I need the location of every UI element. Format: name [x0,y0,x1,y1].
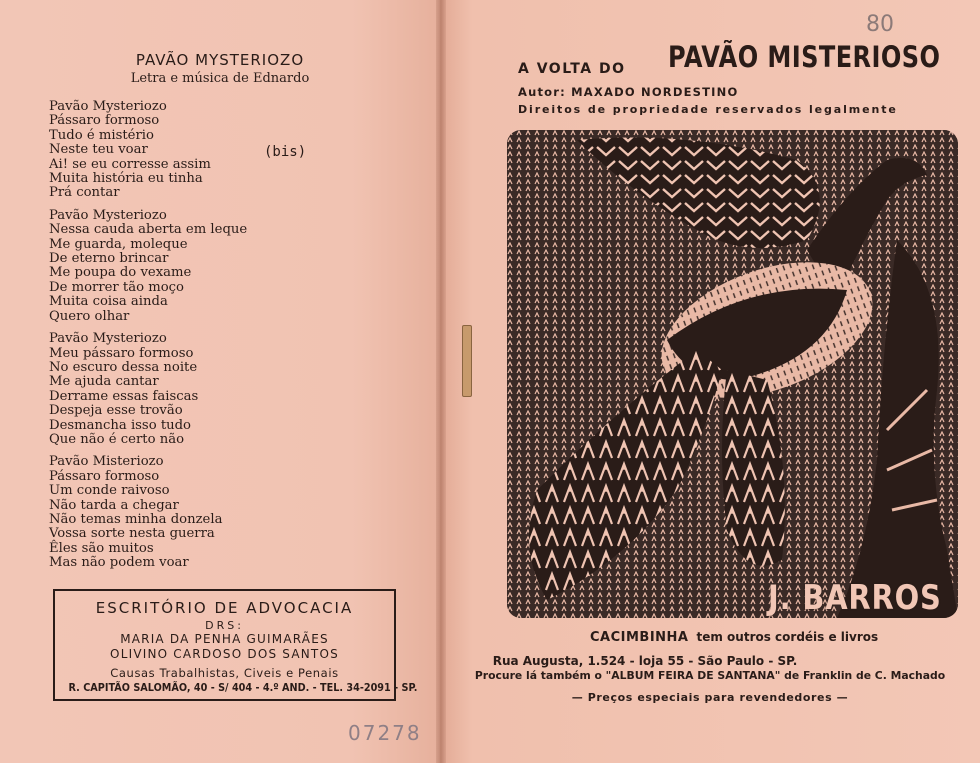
lyrics-stanza [49,332,409,447]
cover-author: Autor: MAXADO NORDESTINO [518,85,739,99]
lyrics-stanza [49,455,409,570]
lawyer-name: OLIVINO CARDOSO DOS SANTOS [110,647,339,661]
lyrics-verse: Tudo é mistério [49,127,154,143]
lawyer-name: MARIA DA PENHA GUIMARÃES [120,632,329,646]
law-office-causes: Causas Trabalhistas, Civeis e Penais [110,666,339,680]
lyrics-verse: Ai! se eu corresse assim [49,156,211,172]
cover-pre-title: A VOLTA DO [518,61,626,77]
lyrics-verse: Êles são muitos [49,540,154,556]
lyrics-stanza [49,209,409,324]
booklet-spine [436,0,446,763]
artist-signature: J. BARROS [768,578,942,618]
lyrics-verse: Pássaro formoso [49,113,160,129]
lyrics-verse: Não temas minha donzela [49,511,223,527]
lyrics-verse: Desmancha isso tudo [49,417,191,433]
lyrics-verse: Pavão Mysteriozo [49,99,167,114]
publisher-promo: Procure lá também o "ALBUM FEIRA DE SANTANA" de Franklin de C. Machado [474,669,946,682]
lyrics-verse: Prá contar [49,185,120,201]
publisher-address-line [0,650,980,669]
publisher-name: CACIMBINHA [590,630,689,645]
lyrics-verse: Muita história eu tinha [49,171,203,187]
peacock-woodcut [507,130,958,618]
lyrics-block [49,100,409,579]
lyrics-verse: Me ajuda cantar [49,374,159,390]
lyrics-verse: No escuro dessa noite [49,359,198,375]
publisher-line [590,630,878,645]
law-office-title: ESCRITÓRIO DE ADVOCACIA [95,599,354,617]
lyrics-verse: De eterno brincar [49,251,169,267]
lyrics-verse: Mas não podem voar [49,555,189,571]
lyrics-verse: Derrame essas faiscas [49,388,199,404]
cover-main-title: PAVÃO MISTERIOSO [668,40,941,74]
left-page [0,0,440,763]
lyrics-verse: Me guarda, moleque [49,236,188,252]
publisher-tagline: tem outros cordéis e livros [696,630,879,644]
lyrics-verse: Quero olhar [49,308,130,324]
lyrics-verse: Pavão Misteriozo [49,454,164,470]
song-title: PAVÃO MYSTERIOZO [135,51,305,69]
lyrics-verse: Vossa sorte nesta guerra [49,526,215,542]
lyrics-verse: Neste teu voar [49,142,148,158]
law-office-address: R. CAPITÃO SALOMÃO, 40 - S/ 404 - 4.º AND. - TEL. 34-2091 - SP. [68,682,418,694]
lyrics-verse: Não tarda a chegar [49,497,179,513]
publisher-prices: — Preços especiais para revendedores — [571,691,849,704]
lyrics-verse: Pavão Mysteriozo [49,331,167,347]
lyrics-verse: Pássaro formoso [49,468,160,484]
cover-rights: Direitos de propriedade reservados legalmente [518,103,898,116]
law-office-drs: DRS: [205,619,244,632]
pencil-mark: 80 [866,12,894,37]
lyrics-verse: De morrer tão moço [49,279,184,295]
lyrics-verse: Nessa cauda aberta em leque [49,222,248,238]
song-subtitle: Letra e música de Ednardo [130,71,310,86]
lyrics-stanza [49,100,409,201]
lyrics-verse: Me poupa do vexame [49,265,192,281]
archive-stamp-number: 07278 [348,721,422,745]
lyrics-verse: Que não é certo não [49,431,185,447]
law-office-ad [53,589,418,701]
publisher-address: Rua Augusta, 1.524 - loja 55 - São Paulo - SP. [492,654,798,668]
lyrics-verse: Um conde raivoso [49,483,170,499]
lyrics-verse: Pavão Mysteriozo [49,207,167,223]
staple [462,325,472,397]
lyrics-verse: Meu pássaro formoso [49,345,194,361]
bis-marker: (bis) [264,144,307,160]
lyrics-verse: Despeja esse trovão [49,403,183,419]
lyrics-verse: Muita coisa ainda [49,294,168,310]
